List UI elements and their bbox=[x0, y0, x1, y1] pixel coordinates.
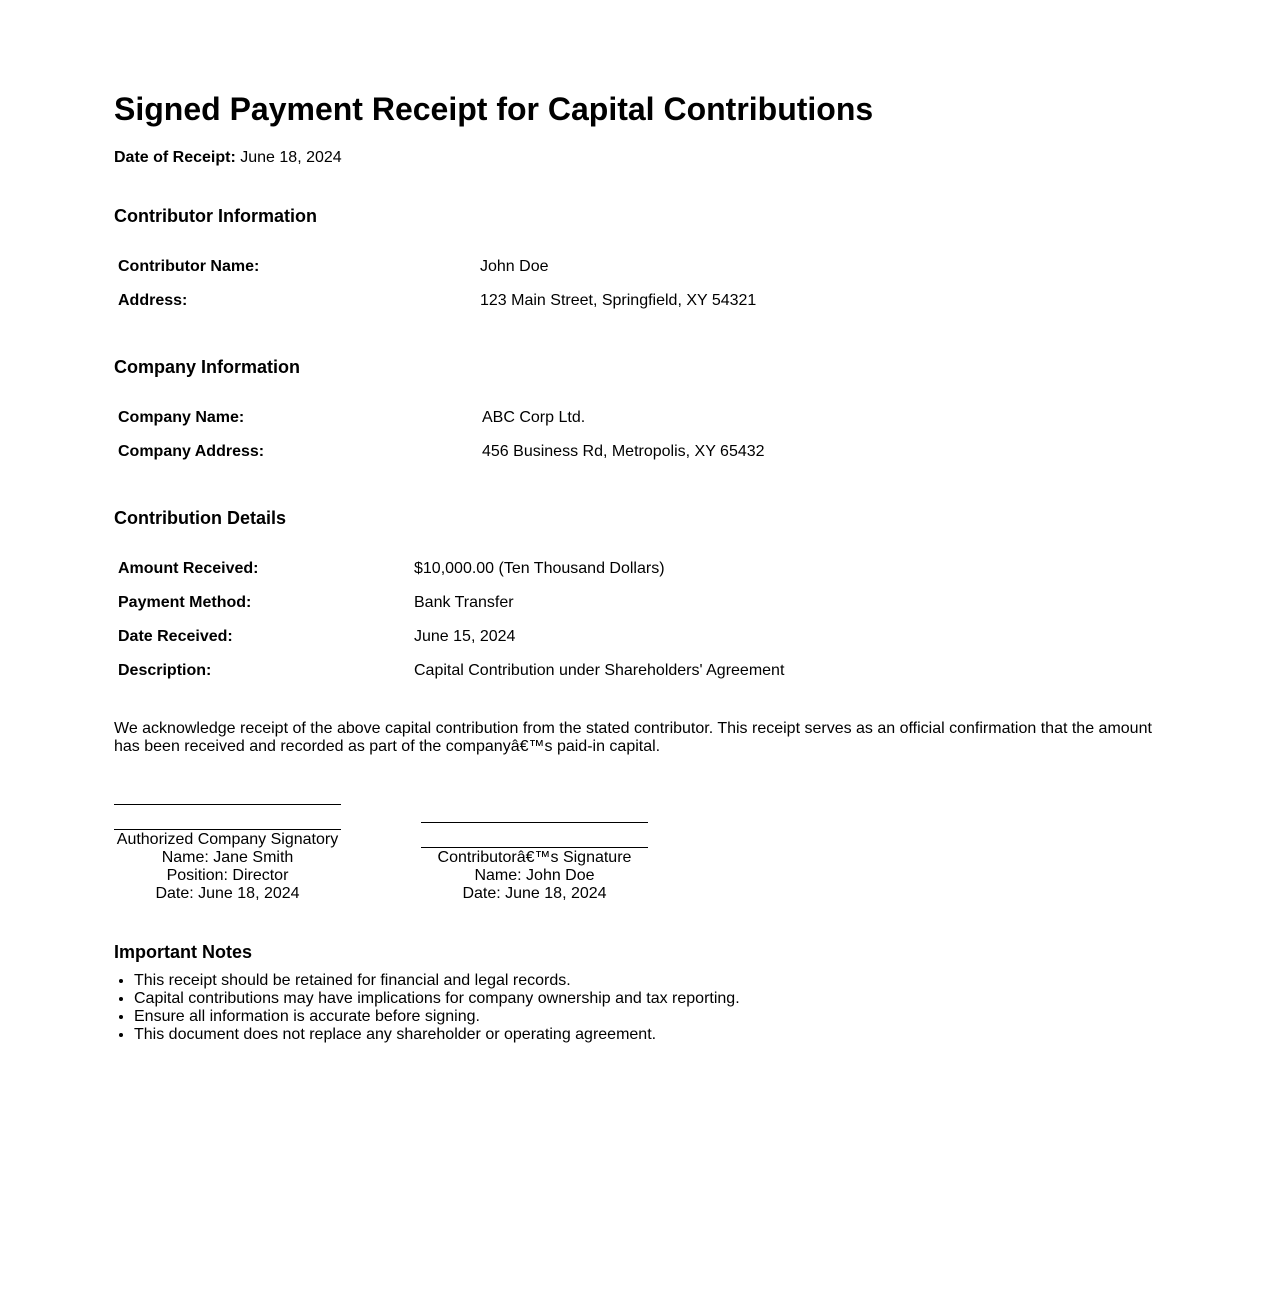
signatory-name: Name: Jane Smith bbox=[161, 849, 294, 866]
field-value: John Doe bbox=[480, 258, 549, 275]
signatory-position: Position: Director bbox=[166, 867, 289, 884]
company-signature-block bbox=[114, 804, 341, 903]
notes-heading: Important Notes bbox=[114, 942, 253, 962]
signatory-date: Date: June 18, 2024 bbox=[155, 885, 300, 902]
signatory-name: Name: John Doe bbox=[474, 867, 595, 884]
list-item: • This receipt should be retained for financial and legal records. bbox=[134, 972, 740, 990]
signatory-title: Authorized Company Signatory bbox=[116, 831, 339, 848]
field-label: Amount Received: bbox=[118, 560, 259, 577]
list-item: • Capital contributions may have implications for company ownership and tax reporting. bbox=[134, 990, 740, 1008]
field-label: Address: bbox=[118, 292, 188, 309]
signatory-title: Contributorâ€™s Signature bbox=[437, 849, 632, 866]
field-value: 123 Main Street, Springfield, XY 54321 bbox=[480, 292, 757, 309]
list-item: • Ensure all information is accurate before signing. bbox=[134, 1008, 740, 1026]
signature-line bbox=[421, 822, 648, 823]
field-value: Capital Contribution under Shareholders' Agreement bbox=[414, 662, 785, 679]
contributor-heading: Contributor Information bbox=[114, 206, 317, 226]
contributor-signature-block bbox=[421, 822, 648, 903]
field-label: Payment Method: bbox=[118, 594, 252, 611]
field-value: Bank Transfer bbox=[414, 594, 514, 611]
field-value: $10,000.00 (Ten Thousand Dollars) bbox=[414, 560, 665, 577]
signature-underline bbox=[421, 847, 648, 848]
document-title: Signed Payment Receipt for Capital Contributions bbox=[114, 91, 874, 127]
company-heading: Company Information bbox=[114, 357, 301, 377]
receipt-date-label: Date of Receipt: bbox=[114, 149, 236, 166]
field-value: June 15, 2024 bbox=[414, 628, 516, 645]
receipt-date bbox=[114, 149, 342, 167]
field-value: ABC Corp Ltd. bbox=[482, 409, 586, 426]
list-item: • This document does not replace any shareholder or operating agreement. bbox=[134, 1026, 740, 1044]
contribution-heading: Contribution Details bbox=[114, 508, 286, 528]
receipt-date-value: June 18, 2024 bbox=[240, 149, 342, 166]
field-label: Company Name: bbox=[118, 409, 245, 426]
field-value: 456 Business Rd, Metropolis, XY 65432 bbox=[482, 443, 765, 460]
acknowledgement-text: We acknowledge receipt of the above capital contribution from the stated contributor. This receipt serves as an official confirmation that the amount has been received and recorded as part of the companyâ€™s paid-in capital. bbox=[114, 720, 1152, 755]
field-label: Company Address: bbox=[118, 443, 265, 460]
field-label: Description: bbox=[118, 662, 212, 679]
signatory-date: Date: June 18, 2024 bbox=[462, 885, 607, 902]
signature-line bbox=[114, 804, 341, 805]
notes-list bbox=[114, 972, 740, 1044]
field-label: Contributor Name: bbox=[118, 258, 260, 275]
signature-underline bbox=[114, 829, 341, 830]
field-label: Date Received: bbox=[118, 628, 233, 645]
